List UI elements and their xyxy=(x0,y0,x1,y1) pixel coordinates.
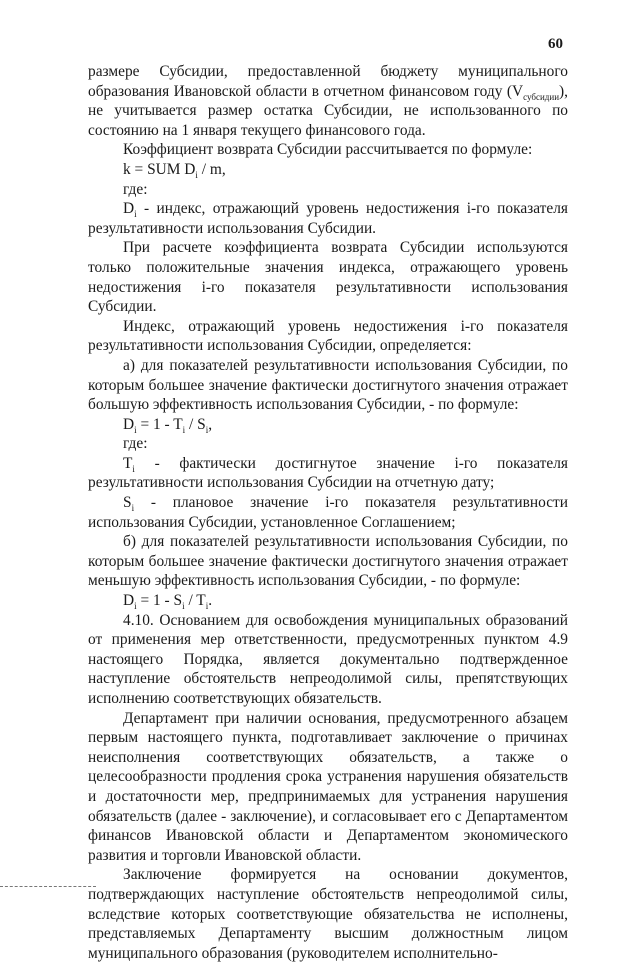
definition-ti: $T_i$ - фактически достигнутое значение i-го показателя результативности использования Субсидии на отчетную дату; xyxy=(88,454,568,492)
formula-di-case-b: $D_i = 1 - S_i / T_i$. xyxy=(123,592,213,612)
paragraph-case-a: а) для показателей результативности использования Субсидии, по которым большее значение фактически достигнутого значения отражает большую эффективность использования Субсидии, - по формуле: xyxy=(88,356,568,414)
formula-di-case-a: $D_i = 1 - T_i / S_i$, xyxy=(123,415,213,435)
paragraph-department-conclusion: Департамент при наличии основания, предусмотренного абзацем первым настоящего пункта, подготавливает заключение о причинах неисполнения соответствующих обязательств, а также о целесообразности продления срока устранения нарушения обязательств и достаточности мер, предпринимаемых для устранения нарушения обязательств (далее - заключение), и согласовывает его с Департаментом финансов Ивановской области и Департаментом экономического развития и торговли Ивановской области. xyxy=(88,709,568,864)
paragraph-index-definition: Индекс, отражающий уровень недостижения i-го показателя результативности использования Субсидии, определяется: xyxy=(88,317,568,355)
definition-di: $D_i$ - индекс, отражающий уровень недостижения i-го показателя результативности использования Субсидии. xyxy=(88,200,568,237)
where-label: где: xyxy=(123,435,148,453)
paragraph-case-b: б) для показателей результативности использования Субсидии, по которым большее значение фактически достигнутого значения отражает меньшую эффективность использования Субсидии, - по формуле: xyxy=(88,533,568,590)
paragraph-section-4-10: 4.10. Основанием для освобождения муниципальных образований от применения мер ответственности, предусмотренных пунктом 4.9 настоящего Порядка, является документально подтвержденное наступление обстоятельств непреодолимой силы, препятствующих исполнению соответствующих обязательств. xyxy=(88,611,568,707)
formula-k: k = SUM $D_i$ / m, xyxy=(123,160,226,181)
definition-si: $S_i$ - плановое значение i-го показателя результативности использования Субсидии, установленное Соглашением; xyxy=(88,494,568,531)
paragraph-return-coefficient: Коэффициент возврата Субсидии рассчитывается по формуле: xyxy=(123,141,533,159)
page-number: 60 xyxy=(548,36,563,52)
document-body xyxy=(88,62,568,963)
footer-divider xyxy=(0,886,96,887)
paragraph-subsidy-size: размере Субсидии, предоставленной бюджету муниципального образования Ивановской области в отчетном финансовом году $(V_{субсидии})$, не учитывается размер остатка Субсидии, не использованного по состоянию на 1 января текущего финансового года. xyxy=(88,63,568,139)
where-label: где: xyxy=(123,180,148,198)
paragraph-positive-values: При расчете коэффициента возврата Субсидии используются только положительные значения индекса, отражающего уровень недостижения i-го показателя результативности использования Субсидии. xyxy=(88,239,568,316)
paragraph-conclusion-formed: Заключение формируется на основании документов, подтверждающих наступление обстоятельств непреодолимой силы, вследствие которых соответствующие обязательства не исполнены, представляемых Департаменту высшим должностным лицом муниципального образования (руководителем исполнительно- xyxy=(88,866,568,962)
